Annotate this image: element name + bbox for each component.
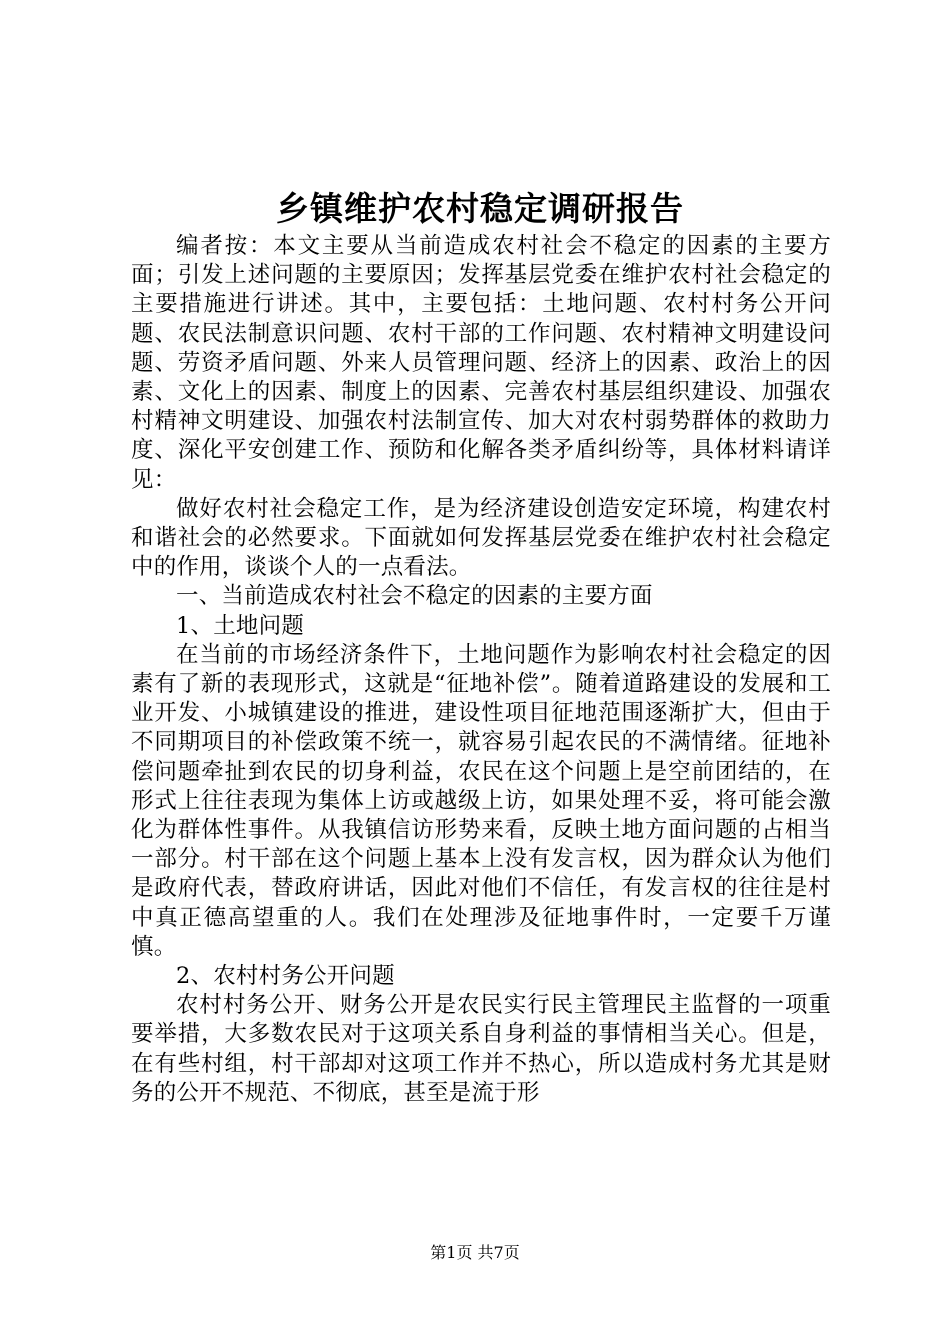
subsection-heading-land: 1、土地问题	[176, 612, 305, 639]
document-body	[131, 232, 831, 1108]
land-issue-paragraph: 在当前的市场经济条件下，土地问题作为影响农村社会稳定的因素有了新的表现形式，这就是“征地补偿”。随着道路建设的发展和工业开发、小城镇建设的推进，建设性项目征地范围逐渐扩大，但由于不同期项目的补偿政策不统一，就容易引起农民的不满情绪。征地补偿问题牵扯到农民的切身利益，农民在这个问题上是空前团结的，在形式上往往表现为集体上访或越级上访，如果处理不妥，将可能会激化为群体性事件。从我镇信访形势来看，反映土地方面问题的占相当一部分。村干部在这个问题上基本上没有发言权，因为群众认为他们是政府代表，替政府讲话，因此对他们不信任，有发言权的往往是村中真正德高望重的人。我们在处理涉及征地事件时，一定要千万谨慎。	[131, 641, 831, 960]
editor-note-paragraph: 编者按：本文主要从当前造成农村社会不稳定的因素的主要方面；引发上述问题的主要原因；发挥基层党委在维护农村社会稳定的主要措施进行讲述。其中，主要包括：土地问题、农村村务公开问题、农民法制意识问题、农村干部的工作问题、农村精神文明建设问题、劳资矛盾问题、外来人员管理问题、经济上的因素、政治上的因素、文化上的因素、制度上的因素、完善农村基层组织建设、加强农村精神文明建设、加强农村法制宣传、加大对农村弱势群体的救助力度、深化平安创建工作、预防和化解各类矛盾纠纷等，具体材料请详见：	[131, 233, 831, 493]
subsection-heading-village-affairs: 2、农村村务公开问题	[176, 963, 395, 990]
intro-paragraph: 做好农村社会稳定工作，是为经济建设创造安定环境，构建农村和谐社会的必然要求。下面就如何发挥基层党委在维护农村社会稳定中的作用，谈谈个人的一点看法。	[131, 495, 831, 581]
document-title: 乡镇维护农村稳定调研报告	[276, 189, 684, 228]
section-heading-1: 一、当前造成农村社会不稳定的因素的主要方面	[176, 583, 653, 610]
page-number-footer: 第1页 共7页	[430, 1243, 520, 1262]
village-affairs-paragraph: 农村村务公开、财务公开是农民实行民主管理民主监督的一项重要举措，大多数农民对于这项关系自身利益的事情相当关心。但是，在有些村组，村干部却对这项工作并不热心，所以造成村务尤其是财务的公开不规范、不彻底，甚至是流于形	[131, 992, 831, 1106]
